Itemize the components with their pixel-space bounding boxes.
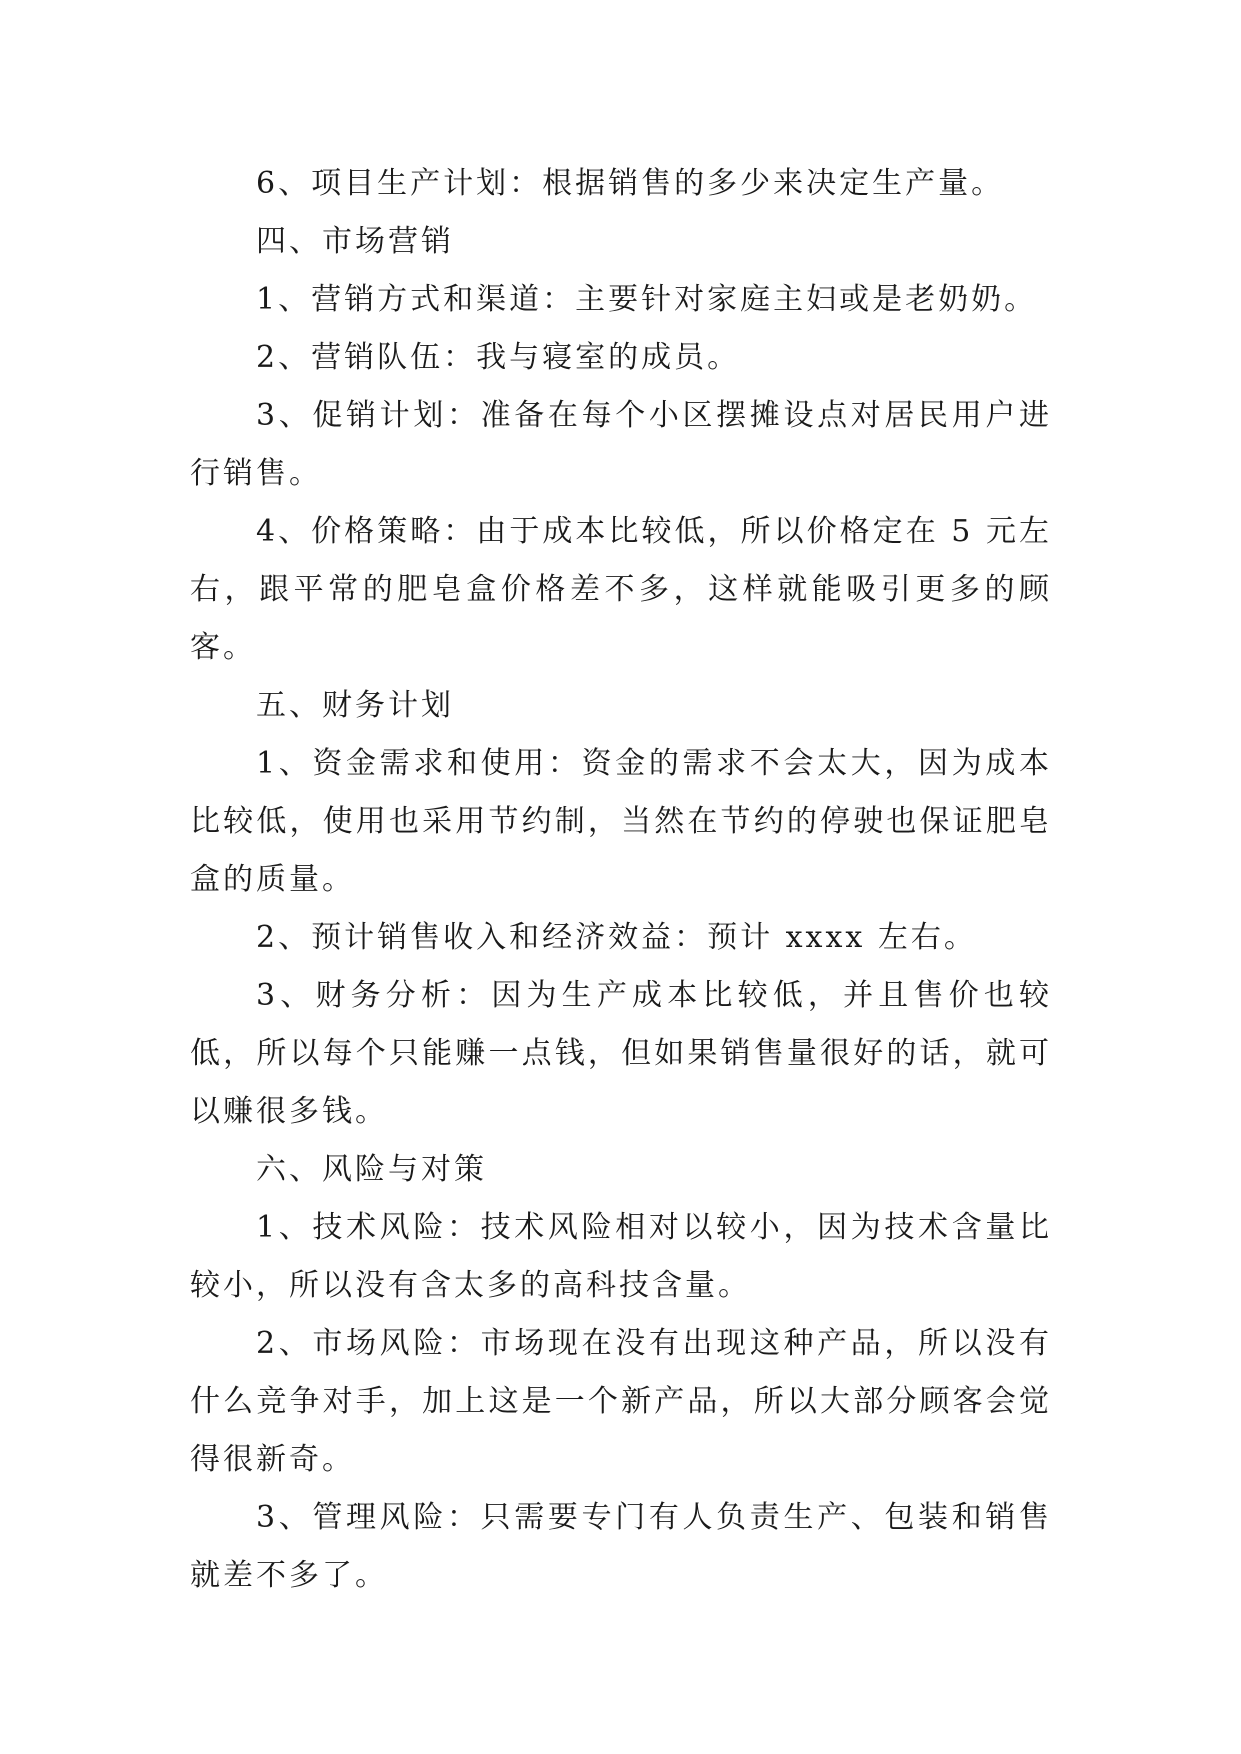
paragraph-management-risk: 3、管理风险：只需要专门有人负责生产、包装和销售就差不多了。 bbox=[190, 1500, 1052, 1593]
paragraph-market-risk: 2、市场风险：市场现在没有出现这种产品，所以没有什么竞争对手，加上这是一个新产品，所以大部分顾客会觉得很新奇。 bbox=[190, 1326, 1052, 1477]
paragraph-promotion-plan: 3、促销计划：准备在每个小区摆摊设点对居民用户进行销售。 bbox=[190, 398, 1052, 491]
heading-risks: 六、风险与对策 bbox=[256, 1152, 487, 1187]
heading-financial-plan: 五、财务计划 bbox=[256, 688, 454, 723]
paragraph-financial-analysis: 3、财务分析：因为生产成本比较低，并且售价也较低，所以每个只能赚一点钱，但如果销售量很好的话，就可以赚很多钱。 bbox=[190, 978, 1052, 1129]
paragraph-pricing-strategy: 4、价格策略：由于成本比较低，所以价格定在 5 元左右，跟平常的肥皂盒价格差不多，这样就能吸引更多的顾客。 bbox=[190, 514, 1052, 665]
paragraph-production-plan: 6、项目生产计划：根据销售的多少来决定生产量。 bbox=[256, 166, 1005, 201]
heading-marketing: 四、市场营销 bbox=[256, 224, 454, 259]
document-body bbox=[190, 155, 1052, 1605]
paragraph-technical-risk: 1、技术风险：技术风险相对以较小，因为技术含量比较小，所以没有含太多的高科技含量。 bbox=[190, 1210, 1052, 1303]
paragraph-funding: 1、资金需求和使用：资金的需求不会太大，因为成本比较低，使用也采用节约制，当然在节约的停驶也保证肥皂盒的质量。 bbox=[190, 746, 1052, 897]
paragraph-marketing-team: 2、营销队伍：我与寝室的成员。 bbox=[256, 340, 741, 375]
paragraph-expected-revenue: 2、预计销售收入和经济效益：预计 xxxx 左右。 bbox=[256, 920, 977, 955]
paragraph-marketing-channels: 1、营销方式和渠道：主要针对家庭主妇或是老奶奶。 bbox=[256, 282, 1038, 317]
